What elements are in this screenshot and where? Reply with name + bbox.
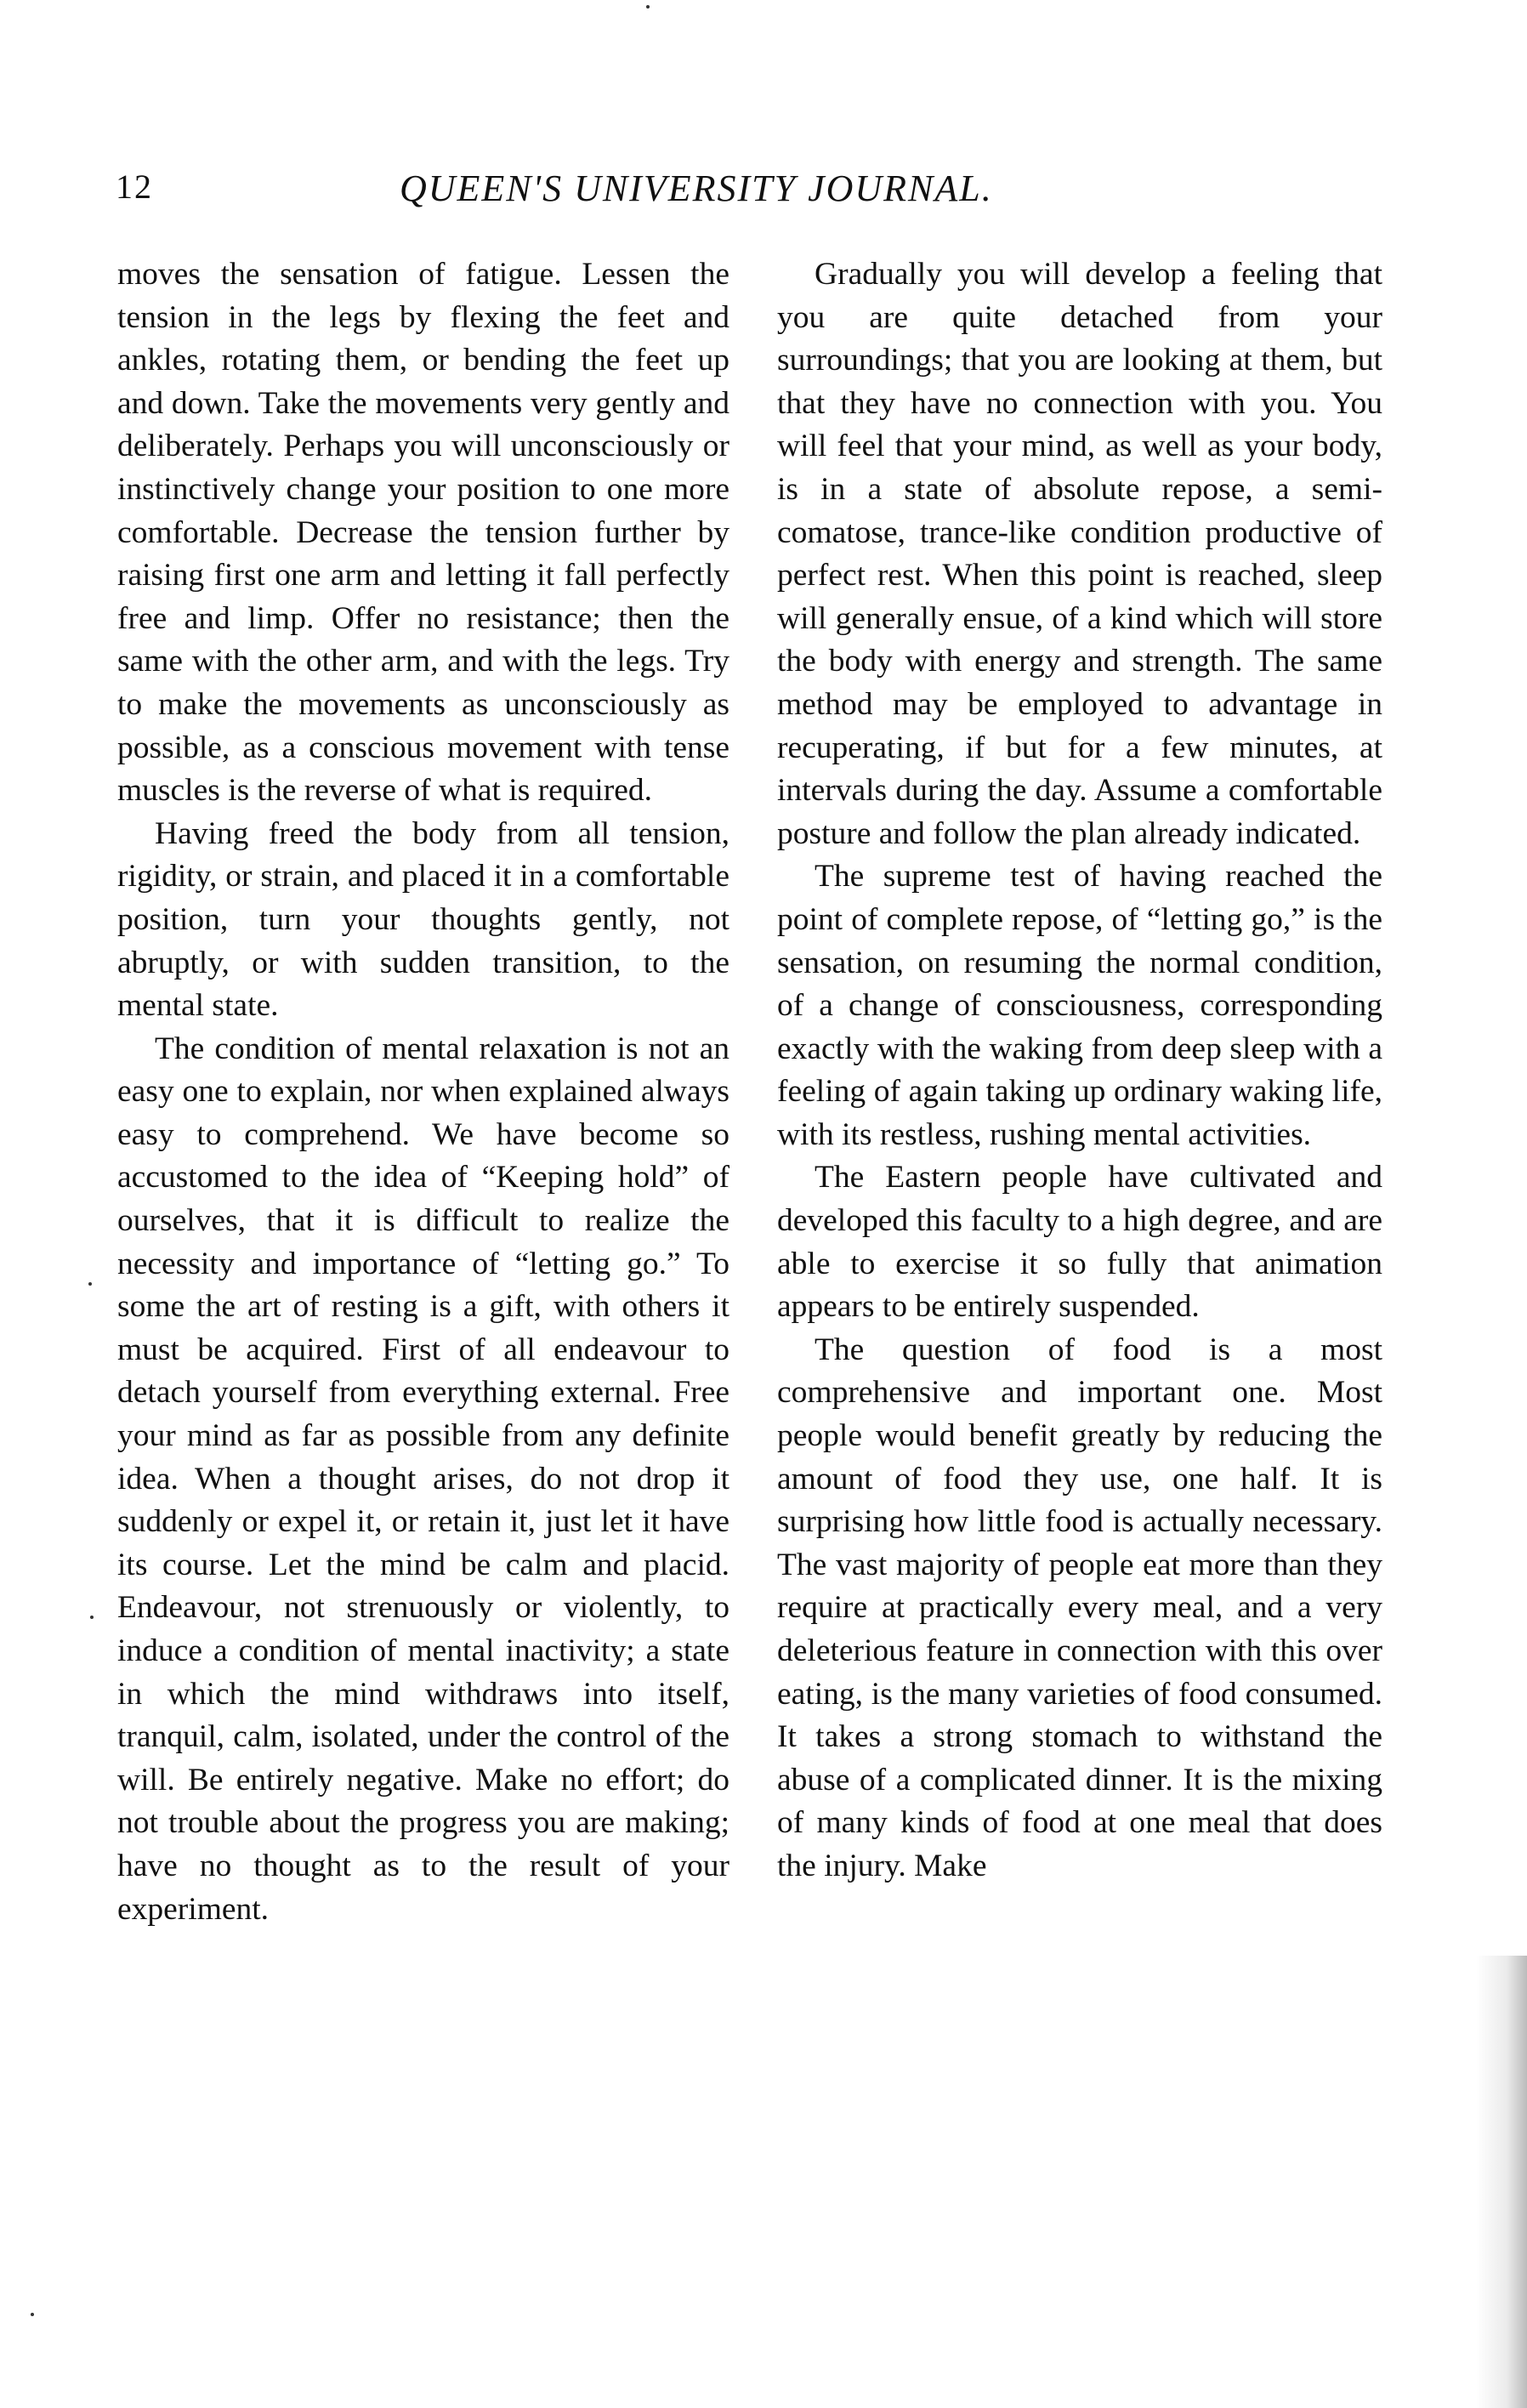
scan-speck: [646, 5, 650, 9]
right-column: [777, 253, 1382, 1888]
page-number: 12: [116, 168, 153, 206]
paragraph: The Eastern people have cultivated and developed this faculty to a high degree, and are able to exercise it so fully that animation appears to be entirely suspended.: [777, 1160, 1382, 1325]
page-edge-shadow: [1476, 1956, 1527, 2408]
paragraph: The question of food is a most comprehensive and important one. Most people would benefit greatly by reducing the amount of food they use, one half. It is surprising how little food is actually necessary. The vast majority of people eat more than they require at practically every meal, and a very deleterious feature in connection with this over eating, is the many varieties of food consumed. It takes a strong stomach to withstand the abuse of a complicated dinner. It is the mixing of many kinds of food at one meal that does the injury. Make: [777, 1332, 1382, 1883]
paragraph: Gradually you will develop a feeling that you are quite detached from your surroundings; that you are looking at them, but that they have no connection with you. You will feel that your mind, as well as your body, is in a state of absolute repose, a semi-comatose, trance-like condition productive of perfect rest. When this point is reached, sleep will generally ensue, of a kind which will store the body with energy and strength. The same method may be employed to advantage in recuperating, if but for a few minutes, at intervals during the day. Assume a comfortable posture and follow the plan already indicated.: [777, 257, 1382, 851]
paragraph: The condition of mental relaxation is not an easy one to explain, nor when explained always easy to comprehend. We have become so accustomed to the idea of “Keeping hold” of ourselves, that it is difficult to realize the necessity and importance of “letting go.” To some the art of resting is a gift, with others it must be acquired. First of all endeavour to detach yourself from everything external. Free your mind as far as possible from any definite idea. When a thought arises, do not drop it suddenly or expel it, or retain it, just let it have its course. Let the mind be calm and placid. Endeavour, not strenuously or violently, to induce a condition of mental inactivity; a state in which the mind withdraws into itself, tranquil, calm, isolated, under the control of the will. Be entirely negative. Make no effort; do not trouble about the progress you are making; have no thought as to the result of your experiment.: [117, 1031, 729, 1927]
paragraph: The supreme test of having reached the point of complete repose, of “letting go,” is the sensation, on resuming the normal condition, of a change of consciousness, corresponding exactly with the waking from deep sleep with a feeling of again taking up ordinary waking life, with its restless, rushing mental activities.: [777, 859, 1382, 1152]
scan-speck: [90, 1616, 94, 1619]
paragraph: Having freed the body from all tension, rigidity, or strain, and placed it in a comfortable position, turn your thoughts gently, not abruptly, or with sudden transition, to the mental state.: [117, 815, 729, 1024]
left-column: [117, 253, 729, 1931]
page-header: [0, 167, 1527, 218]
paragraph: moves the sensation of fatigue. Lessen the tension in the legs by flexing the feet and ankles, rotating them, or bending the feet up and down. Take the movements very gently and deliberately. Perhaps you will unconsciously or instinctively change your position to one more comfortable. Decrease the tension further by raising first one arm and letting it fall perfectly free and limp. Offer no resistance; then the same with the other arm, and with the legs. Try to make the movements as unconsciously as possible, as a conscious movement with tense muscles is the reverse of what is required.: [117, 257, 729, 809]
journal-title: QUEEN'S UNIVERSITY JOURNAL.: [400, 168, 993, 209]
scan-speck: [31, 2313, 34, 2316]
scan-speck: [88, 1282, 92, 1286]
